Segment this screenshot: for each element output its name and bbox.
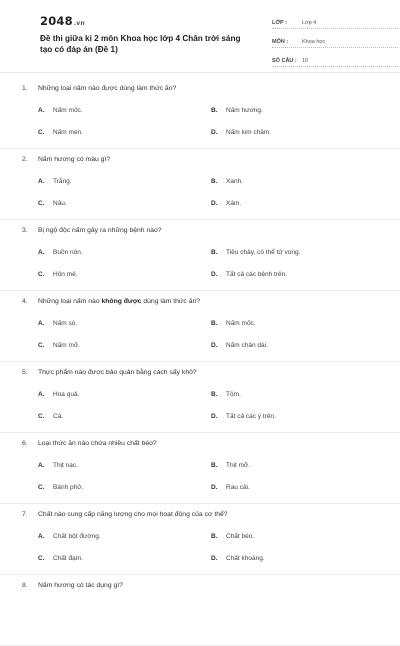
- answer-option[interactable]: [38, 271, 78, 278]
- option-text: Hoa quả.: [53, 391, 80, 398]
- question-text: [22, 440, 157, 447]
- option-text: Rau cải.: [226, 484, 250, 491]
- answer-option[interactable]: [38, 178, 72, 185]
- option-letter: C.: [38, 413, 45, 420]
- option-text: Chất khoáng.: [226, 555, 265, 562]
- option-letter: B.: [211, 178, 218, 185]
- option-text: Xám.: [226, 200, 242, 207]
- answer-option[interactable]: [211, 320, 256, 327]
- question-stem: Chất nào cung cấp năng lượng cho mọi hoạt động của cơ thể?: [38, 511, 228, 518]
- question-text: [22, 156, 110, 163]
- option-text: Xanh.: [226, 178, 243, 185]
- meta-value: Lớp 4: [302, 20, 317, 26]
- option-letter: C.: [38, 200, 45, 207]
- header: [18, 0, 386, 66]
- option-text: Nấm kim châm.: [226, 129, 272, 136]
- answer-option[interactable]: [38, 555, 83, 562]
- option-text: Chất bột đường.: [53, 533, 101, 540]
- question-text: [22, 582, 123, 589]
- question-stem: Những loại nấm nào: [38, 298, 102, 305]
- option-text: Tôm.: [226, 391, 241, 398]
- answer-option[interactable]: [211, 462, 250, 469]
- answer-option[interactable]: [211, 271, 287, 278]
- option-letter: D.: [211, 129, 218, 136]
- question-stem-end: dùng làm thức ăn?: [141, 298, 201, 305]
- option-text: Chất béo.: [226, 533, 255, 540]
- meta-value: Khoa học: [302, 39, 326, 45]
- option-text: Chất đạm.: [53, 555, 83, 562]
- answer-option[interactable]: [38, 129, 83, 136]
- meta-box: [272, 14, 398, 71]
- question-number: 2.: [22, 156, 28, 163]
- option-text: Tất cả các bệnh trên.: [226, 271, 288, 278]
- option-letter: A.: [38, 320, 45, 327]
- answer-option[interactable]: [38, 320, 77, 327]
- option-text: Nấm men.: [53, 129, 83, 136]
- question-text: [22, 227, 162, 234]
- answer-option[interactable]: [38, 533, 101, 540]
- answer-option[interactable]: [211, 178, 243, 185]
- answer-option[interactable]: [38, 342, 80, 349]
- brand-logo[interactable]: [40, 14, 85, 28]
- answer-option[interactable]: [211, 342, 268, 349]
- option-letter: D.: [211, 342, 218, 349]
- answer-option[interactable]: [211, 555, 265, 562]
- question-item: [0, 504, 400, 575]
- question-list: [0, 78, 400, 646]
- question-stem: Thực phẩm nào được bảo quản bằng cách sấy khô?: [38, 369, 197, 376]
- question-number: 7.: [22, 511, 28, 518]
- answer-option[interactable]: [211, 200, 241, 207]
- option-text: Thịt nạc.: [53, 462, 78, 469]
- meta-value: 10: [302, 58, 309, 64]
- option-text: Cá.: [53, 413, 64, 420]
- header-divider: [0, 72, 400, 73]
- option-letter: A.: [38, 391, 45, 398]
- answer-option[interactable]: [211, 107, 263, 114]
- option-text: Nấm mỡ.: [53, 342, 81, 349]
- question-item: [0, 575, 400, 646]
- question-number: 1.: [22, 85, 28, 92]
- option-letter: C.: [38, 129, 45, 136]
- option-letter: A.: [38, 249, 45, 256]
- answer-option[interactable]: [211, 484, 250, 491]
- brand-tld: .vn: [73, 20, 85, 27]
- answer-option[interactable]: [211, 249, 300, 256]
- brand-name: 2048: [40, 14, 73, 28]
- meta-key: SỐ CÂU :: [272, 58, 297, 64]
- option-letter: A.: [38, 178, 45, 185]
- question-number: 3.: [22, 227, 28, 234]
- option-text: Nâu.: [53, 200, 67, 207]
- answer-option[interactable]: [38, 484, 83, 491]
- answer-option[interactable]: [38, 413, 63, 420]
- option-text: Tất cả các ý trên.: [226, 413, 276, 420]
- option-letter: B.: [211, 107, 218, 114]
- option-letter: A.: [38, 533, 45, 540]
- question-item: [0, 78, 400, 149]
- option-text: Nấm hương.: [226, 107, 263, 114]
- question-item: [0, 220, 400, 291]
- option-letter: B.: [211, 462, 218, 469]
- option-letter: A.: [38, 462, 45, 469]
- option-letter: D.: [211, 484, 218, 491]
- option-letter: C.: [38, 271, 45, 278]
- meta-key: LỚP :: [272, 20, 287, 26]
- option-text: Trắng.: [53, 178, 72, 185]
- question-text: [22, 298, 200, 305]
- question-item: [0, 433, 400, 504]
- option-letter: C.: [38, 555, 45, 562]
- option-letter: B.: [211, 391, 218, 398]
- answer-option[interactable]: [38, 107, 83, 114]
- option-letter: B.: [211, 249, 218, 256]
- question-number: 8.: [22, 582, 28, 589]
- answer-option[interactable]: [211, 533, 254, 540]
- option-text: Bánh phở.: [53, 484, 84, 491]
- option-letter: D.: [211, 271, 218, 278]
- meta-row-count: [272, 52, 398, 67]
- meta-key: MÔN :: [272, 39, 289, 45]
- answer-option[interactable]: [38, 249, 83, 256]
- question-stem: Nấm hương có tác dụng gì?: [38, 582, 123, 589]
- answer-option[interactable]: [38, 200, 67, 207]
- question-emphasis: không được: [101, 298, 142, 305]
- document-title: Đề thi giữa kì 2 môn Khoa học lớp 4 Chân trời sáng tạo có đáp án (Đề 1): [40, 34, 241, 54]
- question-stem: Loại thức ăn nào chứa nhiều chất béo?: [38, 440, 157, 447]
- question-text: [22, 85, 176, 92]
- question-number: 4.: [22, 298, 28, 305]
- option-text: Nấm sò.: [53, 320, 78, 327]
- meta-row-grade: [272, 14, 398, 29]
- option-text: Hôn mê.: [53, 271, 78, 278]
- question-item: [0, 291, 400, 362]
- question-number: 5.: [22, 369, 28, 376]
- answer-option[interactable]: [38, 462, 78, 469]
- option-letter: C.: [38, 484, 45, 491]
- option-letter: D.: [211, 555, 218, 562]
- answer-option[interactable]: [211, 129, 271, 136]
- question-stem: Bị ngộ độc nấm gây ra những bệnh nào?: [38, 227, 162, 234]
- option-letter: C.: [38, 342, 45, 349]
- answer-option[interactable]: [38, 391, 79, 398]
- option-text: Tiêu chảy, có thể tử vong.: [226, 249, 301, 256]
- option-text: Nấm mốc.: [53, 107, 83, 114]
- answer-option[interactable]: [211, 413, 276, 420]
- option-text: Buồn nôn.: [53, 249, 83, 256]
- meta-row-subject: [272, 33, 398, 48]
- option-letter: B.: [211, 320, 218, 327]
- option-text: Thịt mỡ.: [226, 462, 251, 469]
- question-stem: Nấm hương có màu gì?: [38, 156, 111, 163]
- answer-option[interactable]: [211, 391, 241, 398]
- option-text: Nấm mốc.: [226, 320, 256, 327]
- question-item: [0, 362, 400, 433]
- question-text: [22, 511, 228, 518]
- option-letter: D.: [211, 413, 218, 420]
- option-text: Nấm chân dài.: [226, 342, 268, 349]
- option-letter: D.: [211, 200, 218, 207]
- question-item: [0, 149, 400, 220]
- option-letter: B.: [211, 533, 218, 540]
- option-letter: A.: [38, 107, 45, 114]
- question-number: 6.: [22, 440, 28, 447]
- question-stem: Những loại nấm nào được dùng làm thức ăn?: [38, 85, 177, 92]
- question-text: [22, 369, 197, 376]
